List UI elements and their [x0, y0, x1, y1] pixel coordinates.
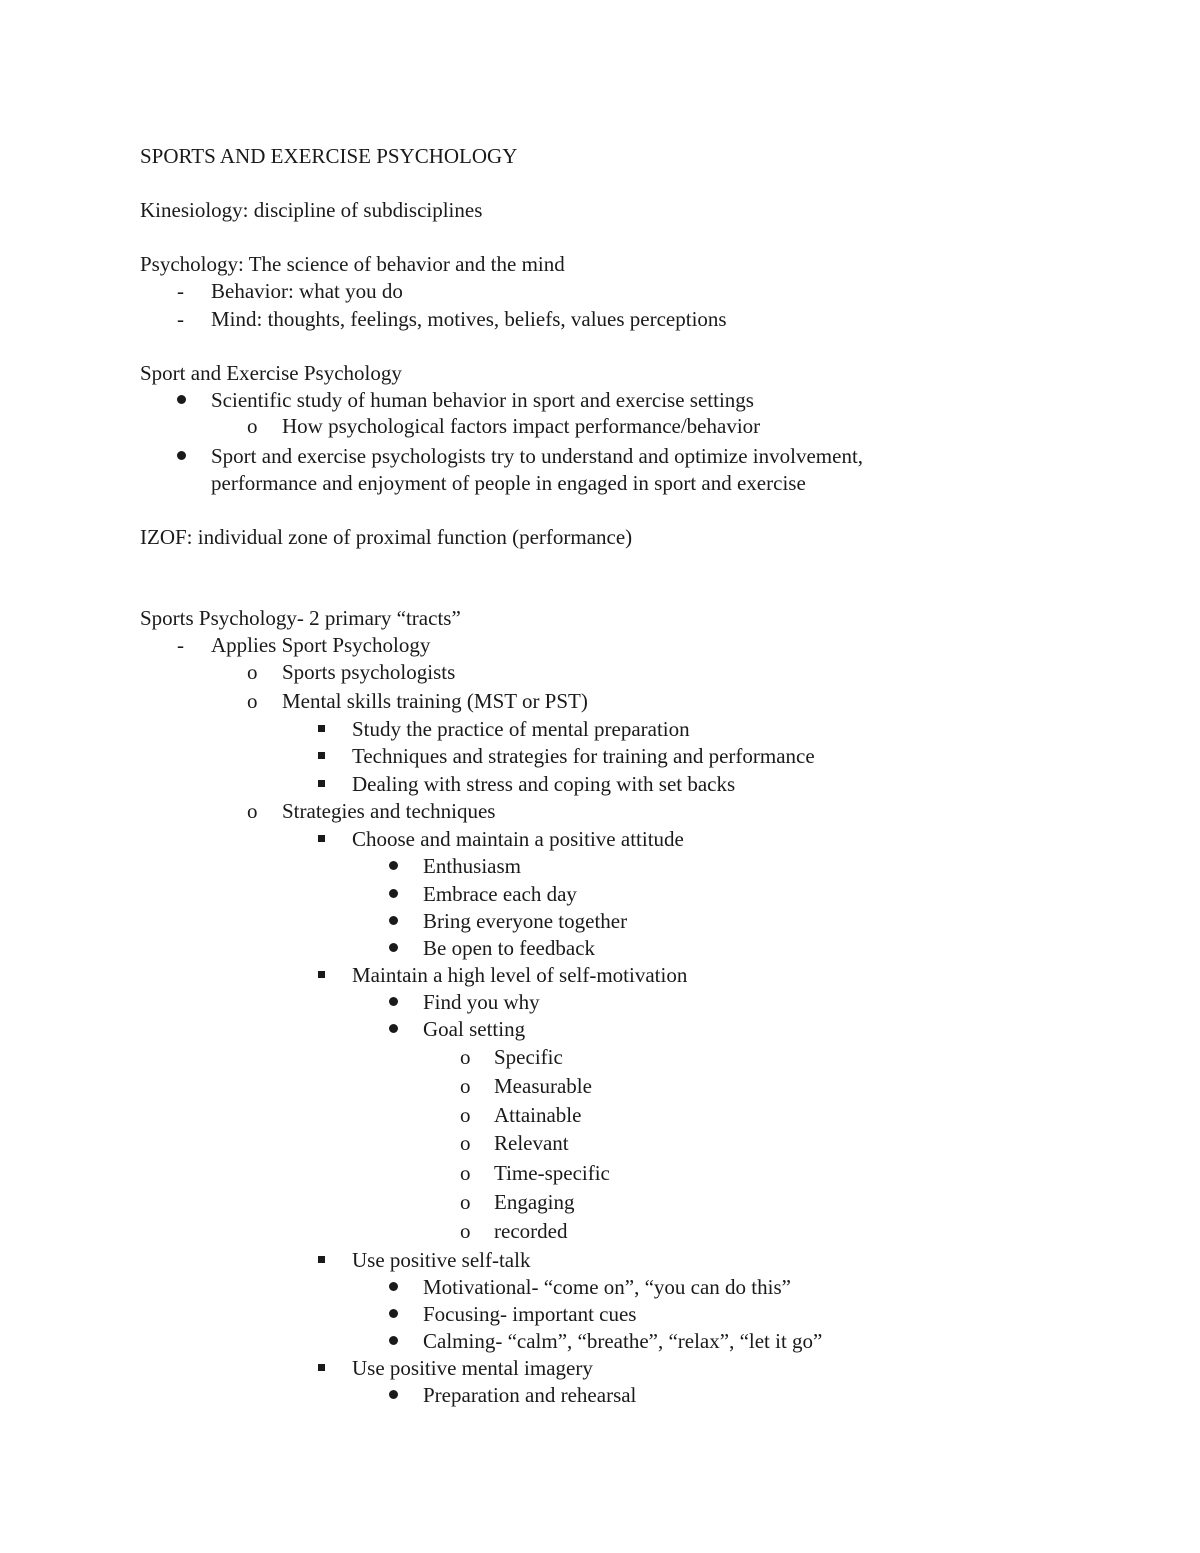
- list-item: Maintain a high level of self-motivation: [352, 963, 688, 987]
- list-item: Enthusiasm: [423, 854, 521, 878]
- list-item: Choose and maintain a positive attitude: [352, 827, 684, 851]
- sep-heading: Sport and Exercise Psychology: [140, 361, 402, 385]
- list-item: Study the practice of mental preparation: [352, 717, 690, 741]
- circle-marker: o: [460, 1131, 471, 1155]
- list-item: Measurable: [494, 1074, 592, 1098]
- bullet-dot: [389, 889, 398, 898]
- list-item: Strategies and techniques: [282, 799, 496, 823]
- bullet-dot: [177, 395, 186, 404]
- list-item: Mind: thoughts, feelings, motives, beliefs, values perceptions: [211, 307, 727, 331]
- square-bullet: [318, 780, 325, 787]
- circle-marker: o: [247, 660, 258, 684]
- circle-marker: o: [460, 1161, 471, 1185]
- list-item: Mental skills training (MST or PST): [282, 689, 588, 713]
- document-title: SPORTS AND EXERCISE PSYCHOLOGY: [140, 144, 518, 168]
- circle-marker: o: [460, 1074, 471, 1098]
- list-item: Behavior: what you do: [211, 279, 403, 303]
- dash-marker: -: [177, 633, 184, 657]
- bullet-dot: [389, 1336, 398, 1345]
- bullet-dot: [389, 861, 398, 870]
- circle-marker: o: [460, 1190, 471, 1214]
- bullet-dot: [389, 1309, 398, 1318]
- bullet-dot: [389, 997, 398, 1006]
- list-item: How psychological factors impact performance/behavior: [282, 414, 761, 438]
- list-item: Sports psychologists: [282, 660, 456, 684]
- list-item: Be open to feedback: [423, 936, 596, 960]
- kinesiology-definition: Kinesiology: discipline of subdisciplines: [140, 198, 483, 222]
- bullet-dot: [389, 916, 398, 925]
- square-bullet: [318, 971, 325, 978]
- list-item: recorded: [494, 1219, 568, 1243]
- circle-marker: o: [460, 1045, 471, 1069]
- list-item-continuation: performance and enjoyment of people in engaged in sport and exercise: [211, 471, 806, 495]
- list-item: Dealing with stress and coping with set backs: [352, 772, 736, 796]
- square-bullet: [318, 1364, 325, 1371]
- square-bullet: [318, 752, 325, 759]
- list-item: Engaging: [494, 1190, 575, 1214]
- list-item: Applies Sport Psychology: [211, 633, 431, 657]
- psychology-heading: Psychology: The science of behavior and the mind: [140, 252, 565, 276]
- list-item: Embrace each day: [423, 882, 577, 906]
- list-item: Specific: [494, 1045, 563, 1069]
- list-item: Goal setting: [423, 1017, 526, 1041]
- list-item: Use positive mental imagery: [352, 1356, 593, 1380]
- list-item: Preparation and rehearsal: [423, 1383, 637, 1407]
- square-bullet: [318, 835, 325, 842]
- list-item: Relevant: [494, 1131, 569, 1155]
- dash-marker: -: [177, 307, 184, 331]
- list-item: Calming- “calm”, “breathe”, “relax”, “let it go”: [423, 1329, 823, 1353]
- list-item: Sport and exercise psychologists try to understand and optimize involvement,: [211, 444, 864, 468]
- square-bullet: [318, 725, 325, 732]
- dash-marker: -: [177, 279, 184, 303]
- circle-marker: o: [247, 799, 258, 823]
- circle-marker: o: [247, 689, 258, 713]
- bullet-dot: [177, 451, 186, 460]
- list-item: Find you why: [423, 990, 540, 1014]
- izof-definition: IZOF: individual zone of proximal function (performance): [140, 525, 633, 549]
- circle-marker: o: [247, 414, 258, 438]
- list-item: Focusing- important cues: [423, 1302, 637, 1326]
- bullet-dot: [389, 1390, 398, 1399]
- list-item: Use positive self-talk: [352, 1248, 531, 1272]
- list-item: Scientific study of human behavior in sport and exercise settings: [211, 388, 754, 412]
- circle-marker: o: [460, 1219, 471, 1243]
- list-item: Techniques and strategies for training and performance: [352, 744, 815, 768]
- list-item: Time-specific: [494, 1161, 610, 1185]
- list-item: Attainable: [494, 1103, 582, 1127]
- tracts-heading: Sports Psychology- 2 primary “tracts”: [140, 606, 461, 630]
- bullet-dot: [389, 1282, 398, 1291]
- list-item: Motivational- “come on”, “you can do this”: [423, 1275, 791, 1299]
- circle-marker: o: [460, 1103, 471, 1127]
- bullet-dot: [389, 1024, 398, 1033]
- bullet-dot: [389, 943, 398, 952]
- square-bullet: [318, 1256, 325, 1263]
- list-item: Bring everyone together: [423, 909, 628, 933]
